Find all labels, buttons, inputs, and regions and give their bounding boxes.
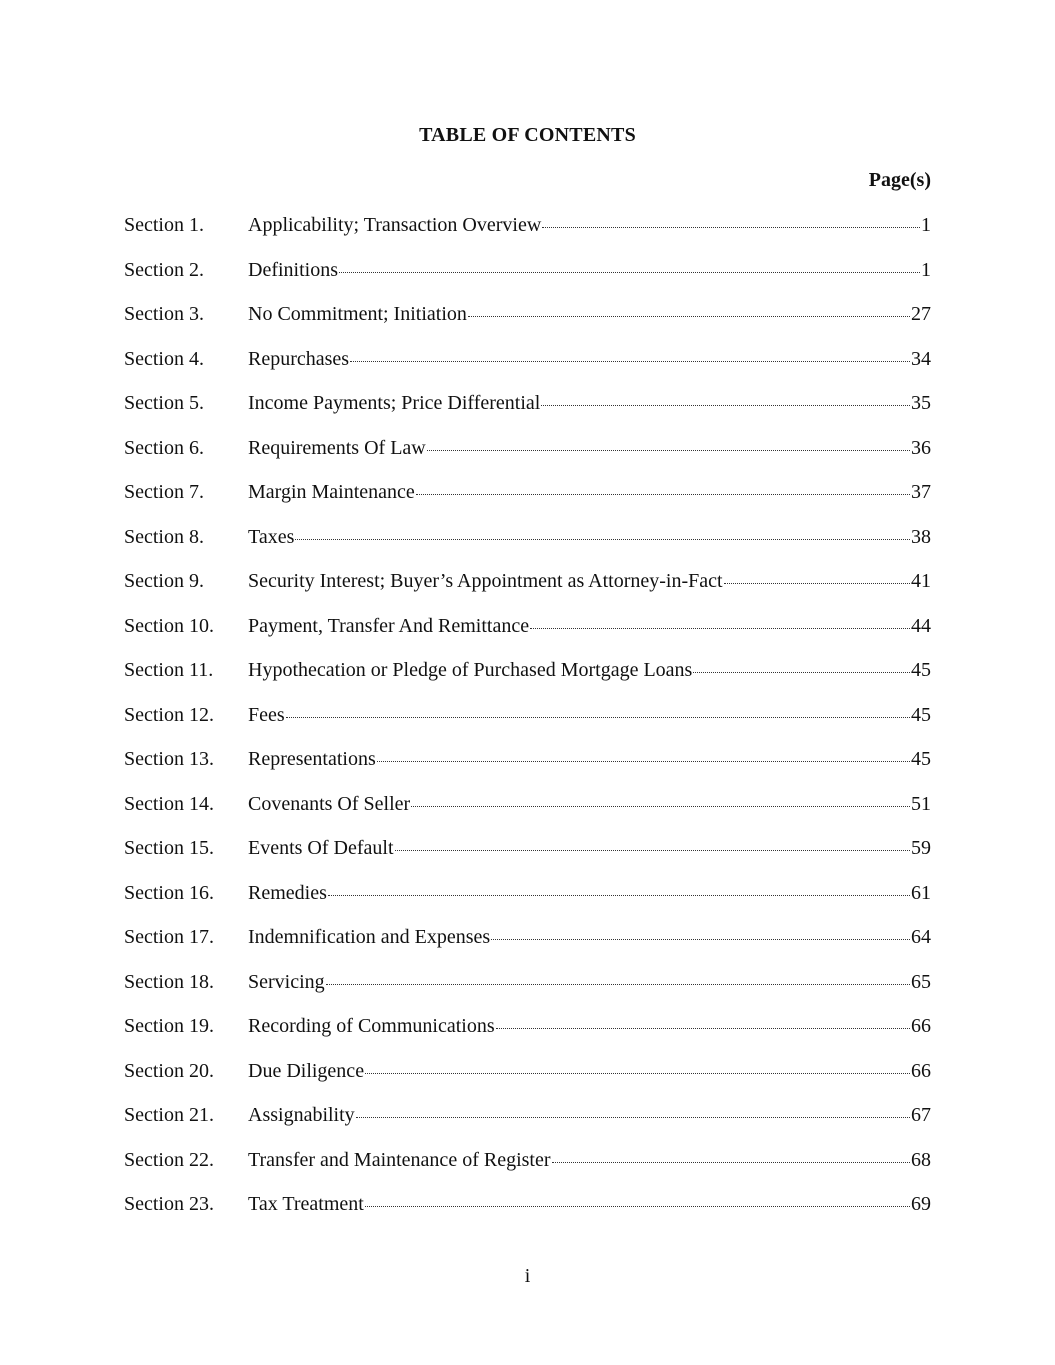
toc-entry-23[interactable] [124,1192,931,1237]
dot-leader [724,583,910,584]
dot-leader [365,1073,910,1074]
section-page: 45 [911,659,931,681]
dot-leader [491,939,910,940]
section-page: 1 [921,258,931,281]
section-page: 37 [911,481,931,503]
dot-leader [468,316,910,317]
page-title: TABLE OF CONTENTS [419,124,636,146]
section-title: Representations [248,748,376,770]
section-number: Section 8. [124,525,204,548]
section-page: 59 [911,837,931,859]
toc-entry-18[interactable] [124,970,931,1015]
toc-entry-7[interactable] [124,480,931,525]
toc-entry-6[interactable] [124,436,931,481]
section-title: Definitions [248,258,338,281]
section-title: Due Diligence [248,1059,365,1082]
dot-leader [328,895,910,896]
dot-leader [542,227,920,228]
toc-entry-20[interactable] [124,1059,931,1104]
section-page: 65 [911,970,931,993]
dot-leader [427,450,910,451]
section-page: 41 [911,570,931,592]
section-title: Margin Maintenance [248,481,415,503]
section-number: Section 20. [124,1059,214,1082]
section-title: Payment, Transfer And Remittance [248,614,530,637]
dot-leader [295,539,910,540]
section-title: Fees [248,703,285,726]
toc-entry-14[interactable] [124,792,931,837]
section-number: Section 7. [124,481,204,503]
dot-leader [339,272,920,273]
section-title: Requirements Of Law [248,436,426,459]
section-number: Section 21. [124,1104,214,1126]
section-page: 44 [911,614,931,637]
section-title: Applicability; Transaction Overview [248,214,542,236]
section-number: Section 12. [124,703,214,726]
toc-entry-1[interactable] [124,213,931,258]
toc-entry-21[interactable] [124,1103,931,1148]
section-title: Indemnification and Expenses [248,926,491,948]
section-title: Transfer and Maintenance of Register [248,1148,551,1171]
toc-entry-10[interactable] [124,614,931,659]
toc-entry-19[interactable] [124,1014,931,1059]
dot-leader [350,361,910,362]
section-title: Income Payments; Price Differential [248,392,541,414]
dot-leader [552,1162,911,1163]
section-page: 36 [911,436,931,459]
section-number: Section 22. [124,1148,214,1171]
pages-column-header: Page(s) [868,169,931,191]
section-title: No Commitment; Initiation [248,303,467,325]
toc-list [124,213,931,1237]
section-page: 45 [911,703,931,726]
dot-leader [395,850,910,851]
section-number: Section 15. [124,837,214,859]
section-number: Section 2. [124,258,204,281]
section-page: 64 [911,926,931,948]
toc-entry-17[interactable] [124,925,931,970]
section-number: Section 17. [124,926,214,948]
section-number: Section 4. [124,347,204,370]
dot-leader [530,628,910,629]
section-page: 35 [911,392,931,414]
section-page: 66 [911,1015,931,1037]
section-title: Security Interest; Buyer’s Appointment as Attorney-in-Fact [248,570,723,592]
section-number: Section 13. [124,748,214,770]
section-title: Servicing [248,970,325,993]
section-page: 34 [911,347,931,370]
section-number: Section 19. [124,1015,214,1037]
section-title: Remedies [248,881,327,904]
dot-leader [377,761,910,762]
section-page: 66 [911,1059,931,1082]
section-number: Section 23. [124,1193,214,1215]
dot-leader [496,1028,910,1029]
section-title: Events Of Default [248,837,394,859]
dot-leader [416,494,910,495]
toc-entry-22[interactable] [124,1148,931,1193]
toc-entry-2[interactable] [124,258,931,303]
dot-leader [356,1117,910,1118]
toc-entry-8[interactable] [124,525,931,570]
toc-entry-12[interactable] [124,703,931,748]
dot-leader [411,806,910,807]
section-page: 68 [911,1148,931,1171]
section-number: Section 16. [124,881,214,904]
section-title: Recording of Communications [248,1015,495,1037]
section-page: 27 [911,303,931,325]
section-number: Section 10. [124,614,214,637]
toc-entry-16[interactable] [124,881,931,926]
section-number: Section 3. [124,303,204,325]
section-number: Section 9. [124,570,204,592]
section-page: 61 [911,881,931,904]
footer-page-number: i [524,1265,531,1287]
section-page: 51 [911,792,931,815]
section-title: Covenants Of Seller [248,792,411,815]
toc-entry-3[interactable] [124,302,931,347]
section-page: 38 [911,525,931,548]
toc-entry-15[interactable] [124,836,931,881]
section-page: 67 [911,1104,931,1126]
section-number: Section 1. [124,214,204,236]
section-page: 45 [911,748,931,770]
dot-leader [286,717,910,718]
section-number: Section 18. [124,970,214,993]
toc-entry-13[interactable] [124,747,931,792]
dot-leader [693,672,910,673]
section-page: 1 [921,214,931,236]
section-number: Section 14. [124,792,214,815]
dot-leader [541,405,910,406]
toc-entry-9[interactable] [124,569,931,614]
toc-entry-11[interactable] [124,658,931,703]
section-page: 69 [911,1193,931,1215]
toc-entry-5[interactable] [124,391,931,436]
section-title: Repurchases [248,347,350,370]
section-number: Section 6. [124,436,204,459]
section-title: Assignability [248,1104,355,1126]
section-number: Section 5. [124,392,204,414]
toc-entry-4[interactable] [124,347,931,392]
section-number: Section 11. [124,659,214,681]
dot-leader [326,984,910,985]
dot-leader [365,1206,910,1207]
section-title: Tax Treatment [248,1193,364,1215]
section-title: Hypothecation or Pledge of Purchased Mortgage Loans [248,659,693,681]
section-title: Taxes [248,525,295,548]
